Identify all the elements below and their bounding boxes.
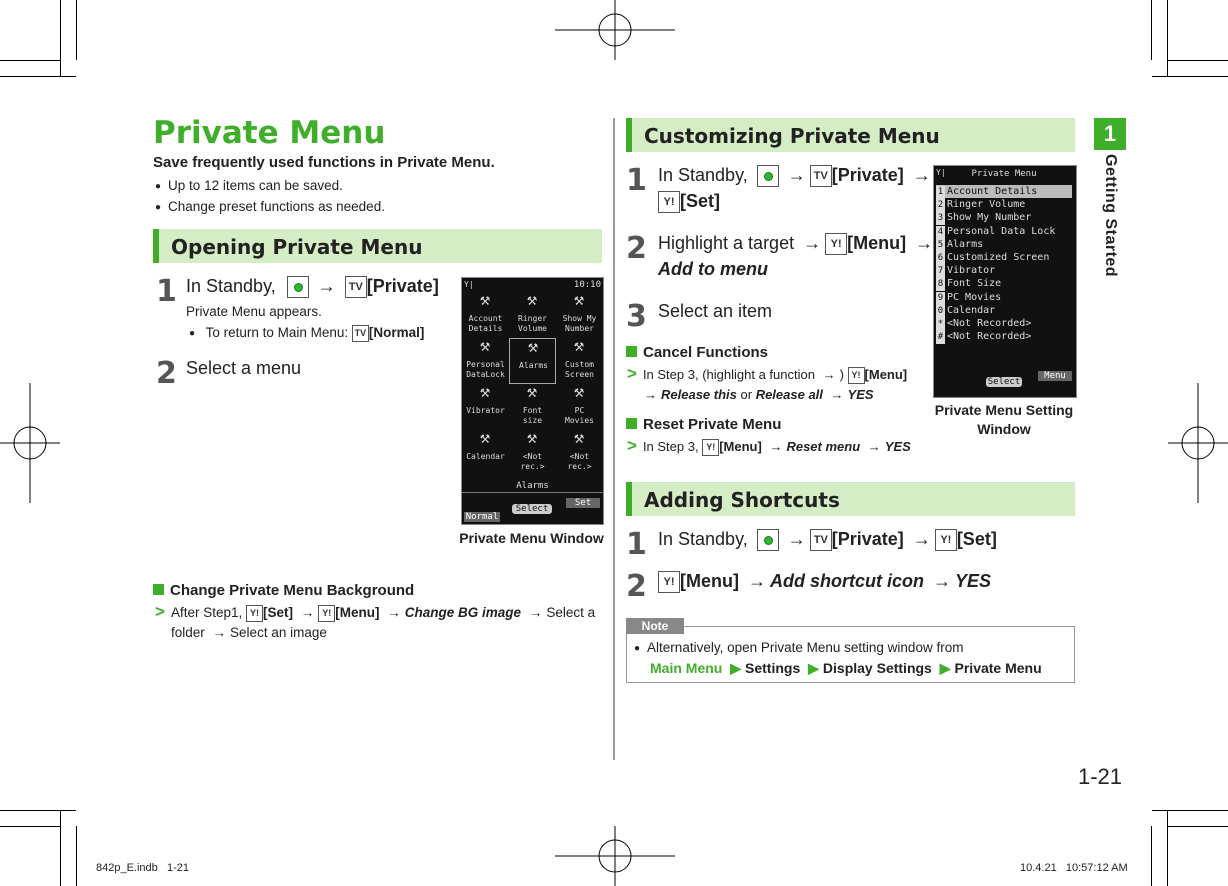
tile-label: DataLock: [466, 370, 505, 379]
page-title: Private Menu: [153, 115, 386, 151]
subsection-heading: [626, 344, 768, 361]
registration-mark-bottom: [555, 826, 675, 886]
subsection-heading-text: Cancel Functions: [643, 344, 769, 361]
step-text: Select a menu: [186, 358, 302, 378]
step-bullet: [189, 325, 424, 342]
section-heading: Adding Shortcuts: [644, 488, 840, 512]
step-number: 1: [156, 274, 177, 309]
antenna-icon: Y|: [936, 168, 946, 177]
antenna-icon: Y|: [464, 280, 474, 289]
status-label: Alarms: [516, 481, 549, 491]
center-key-icon: [287, 276, 309, 298]
arrow-icon: →: [912, 165, 931, 185]
item-label: Alarms: [947, 238, 984, 250]
tile-label: rec.>: [520, 462, 545, 471]
tile-label: Number: [565, 324, 594, 333]
note-label: Note: [626, 618, 684, 634]
subsection-heading: [153, 582, 414, 599]
menu-list-item: [936, 198, 1072, 211]
crop-mark: [0, 60, 60, 61]
tv-key-icon: TV: [810, 529, 832, 551]
step-1-text: [186, 276, 439, 298]
path-item: Display Settings: [822, 660, 932, 676]
menu-list-item: [936, 238, 1072, 251]
yes-text: YES: [955, 571, 992, 591]
crop-mark: [1151, 0, 1152, 60]
action-text: Reset menu: [786, 439, 861, 454]
step-text: Select an item: [658, 301, 773, 321]
menu-list-item: [936, 317, 1072, 330]
step-number: 2: [626, 569, 647, 604]
section-header-customizing: [626, 118, 1075, 152]
crop-mark: [1168, 60, 1228, 61]
item-label: Font Size: [947, 278, 1002, 290]
step-text: Highlight a target: [658, 233, 795, 253]
item-label: Personal Data Lock: [947, 225, 1056, 237]
normal-key-label: [Normal]: [368, 325, 425, 341]
wrench-icon: ⚒: [573, 386, 585, 400]
step-text: In Standby,: [186, 276, 276, 296]
wrench-icon: ⚒: [479, 386, 491, 400]
yahoo-key-icon: Y!: [825, 233, 847, 255]
crop-mark: [1167, 0, 1168, 76]
arrow-icon: →: [787, 165, 806, 185]
menu-key-label: [Menu]: [680, 571, 739, 591]
text: After Step1,: [170, 605, 243, 620]
yahoo-key-icon: Y!: [848, 367, 865, 384]
subsection-heading: [626, 416, 781, 433]
option-text: Release all: [755, 387, 823, 402]
chevron-right-icon: >: [155, 602, 165, 621]
screen-title: Private Menu: [971, 169, 1037, 179]
item-number: 2: [937, 200, 944, 211]
tile-label: Alarms: [519, 361, 548, 370]
chapter-label: Getting Started: [1102, 154, 1119, 278]
step-2-action: Add to menu: [658, 259, 768, 279]
menu-list-item: [936, 251, 1072, 264]
arrow-icon: →: [867, 439, 881, 454]
cancel-line-1: > In Step 3, (highlight a function → ) Y! [Menu]: [627, 364, 908, 383]
crop-mark: [1168, 826, 1228, 827]
menu-tile: [462, 338, 509, 384]
wrench-icon: ⚒: [527, 341, 539, 355]
item-label: Calendar: [947, 304, 996, 316]
step-1-text-line-2: [658, 191, 720, 213]
arrow-icon: →: [317, 276, 336, 296]
private-key-label: [Private]: [366, 276, 439, 296]
yes-text: YES: [884, 439, 911, 454]
menu-tile: [509, 384, 556, 430]
menu-tile: [556, 338, 603, 384]
subsection-heading-text: Change Private Menu Background: [170, 582, 415, 599]
figure-caption: Window: [977, 421, 1031, 437]
tile-label: rec.>: [567, 462, 592, 471]
column-divider: [613, 118, 615, 760]
intro-bullet: ● Change preset functions as needed.: [155, 199, 385, 214]
crop-mark: [0, 826, 60, 827]
path-item: Settings: [745, 660, 801, 676]
item-number: 8: [937, 279, 944, 290]
registration-mark-top: [555, 0, 675, 60]
figure-caption: Private Menu Window: [459, 530, 604, 546]
path-arrow-icon: ▶: [939, 660, 951, 676]
tile-label: Vibrator: [466, 406, 505, 415]
footer-file: 842p_E.indb 1-21: [96, 862, 189, 874]
wrench-icon: ⚒: [479, 432, 491, 446]
step-number: 1: [626, 527, 647, 562]
step-subtext: Private Menu appears.: [186, 304, 322, 319]
menu-key-label: [Menu]: [847, 233, 907, 253]
arrow-icon: →: [644, 387, 657, 402]
chapter-number: 1: [1094, 118, 1126, 150]
tile-label: Details: [468, 324, 503, 333]
tv-key-icon: TV: [352, 325, 369, 342]
note-line-1: ● Alternatively, open Private Menu setting window from: [634, 640, 963, 655]
yahoo-key-icon: Y!: [658, 191, 680, 213]
set-key-label: [Set]: [680, 191, 720, 211]
text: In Step 3, (highlight a function: [642, 367, 815, 382]
item-number: #: [937, 332, 944, 343]
crop-mark: [1152, 810, 1228, 811]
path-item: Private Menu: [954, 660, 1042, 676]
tile-label: Screen: [565, 370, 594, 379]
menu-tile: [509, 338, 556, 384]
crop-mark: [1152, 76, 1228, 77]
tile-label: Show My: [562, 314, 597, 323]
yahoo-key-icon: Y!: [658, 571, 680, 593]
crop-mark: [76, 0, 77, 60]
item-number: 6: [937, 253, 944, 263]
section-heading: Customizing Private Menu: [644, 124, 940, 148]
menu-key-label: [Menu]: [335, 605, 380, 620]
text: In Step 3,: [642, 439, 699, 454]
menu-list-item: [936, 211, 1072, 224]
item-number: 4: [937, 226, 944, 237]
tile-label: Personal: [466, 360, 505, 369]
text: Select a: [546, 605, 596, 620]
softkey-set: Set: [566, 498, 600, 508]
change-bg-line-1: [155, 601, 595, 623]
action-text: Change BG image: [404, 605, 522, 620]
intro-bullet: ● Up to 12 items can be saved.: [155, 178, 343, 193]
private-menu-setting-screenshot: [933, 165, 1077, 398]
arrow-icon: →: [803, 233, 822, 253]
arrow-icon: →: [300, 605, 315, 620]
menu-tile: [462, 384, 509, 430]
softkey-menu: Menu: [1038, 371, 1072, 381]
item-number: 5: [937, 239, 944, 250]
arrow-icon: →: [387, 605, 401, 620]
menu-list-item: [936, 264, 1072, 277]
subsection-heading-text: Reset Private Menu: [643, 416, 782, 433]
step-number: 2: [626, 231, 647, 266]
item-label: <Not Recorded>: [947, 318, 1032, 329]
private-menu-window-screenshot: [461, 277, 604, 525]
chevron-right-icon: >: [627, 364, 637, 383]
arrow-icon: →: [912, 529, 931, 549]
cancel-line-2: [644, 384, 874, 405]
option-text: Release this: [661, 387, 737, 402]
item-label: Account Details: [947, 186, 1038, 197]
item-label: PC Movies: [947, 291, 1002, 303]
crop-mark: [1167, 810, 1168, 886]
shortcut-step-2: [658, 571, 991, 593]
item-number: 9: [937, 292, 944, 303]
step-text: In Standby,: [658, 165, 748, 185]
tile-label: Volume: [518, 324, 547, 333]
arrow-icon: →: [748, 571, 766, 591]
menu-list: [934, 185, 1076, 345]
tile-label: PC: [574, 406, 585, 415]
wrench-icon: ⚒: [479, 340, 491, 354]
menu-key-label: [Menu]: [719, 439, 762, 454]
tile-label: <Not: [522, 452, 543, 461]
tv-key-icon: TV: [810, 165, 832, 187]
item-number: *: [937, 319, 944, 329]
arrow-icon: →: [915, 233, 934, 253]
tile-label: Account: [468, 314, 503, 323]
crop-mark: [60, 0, 61, 76]
page-number: 1-21: [1078, 764, 1123, 789]
center-key-icon: [757, 529, 779, 551]
bullet-text: To return to Main Menu:: [205, 325, 349, 341]
registration-mark-right: [1168, 383, 1228, 503]
wrench-icon: ⚒: [573, 294, 585, 308]
tile-label: size: [522, 416, 543, 425]
tv-key-icon: TV: [345, 276, 367, 298]
text: or: [740, 387, 753, 402]
clock-text: 10:10: [573, 280, 601, 290]
item-number: 7: [937, 266, 944, 277]
change-bg-line-2: [171, 622, 327, 643]
yahoo-key-icon: Y!: [318, 605, 335, 622]
item-number: 0: [937, 305, 944, 316]
tile-label: Calendar: [466, 452, 505, 461]
crop-mark: [0, 810, 76, 811]
wrench-icon: ⚒: [526, 432, 538, 446]
arrow-icon: →: [933, 571, 952, 591]
arrow-icon: →: [769, 439, 783, 454]
item-label: Customized Screen: [947, 252, 1050, 263]
footer-timestamp: 10.4.21 10:57:12 AM: [1020, 862, 1128, 874]
item-number: 3: [937, 213, 944, 224]
tile-label: <Not: [569, 452, 590, 461]
yahoo-key-icon: Y!: [702, 439, 719, 456]
registration-mark-left: [0, 383, 60, 503]
yes-text: YES: [847, 387, 874, 402]
crop-mark: [60, 810, 61, 886]
menu-tile: [509, 292, 556, 338]
private-key-label: [Private]: [831, 529, 904, 549]
wrench-icon: ⚒: [526, 294, 538, 308]
crop-mark: [0, 76, 76, 77]
menu-list-item: [936, 330, 1072, 343]
section-heading: Opening Private Menu: [171, 235, 423, 259]
section-header-opening: [153, 229, 602, 263]
text: folder: [171, 625, 205, 640]
wrench-icon: ⚒: [573, 340, 585, 354]
step-number: 3: [626, 299, 647, 334]
softkey-normal: Normal: [465, 512, 499, 522]
tile-label: Custom: [565, 360, 594, 369]
item-label: Vibrator: [947, 265, 996, 277]
step-2-text: [658, 233, 937, 255]
item-label: Show My Number: [947, 212, 1032, 224]
menu-tile: [556, 384, 603, 430]
item-label: <Not Recorded>: [947, 331, 1032, 343]
menu-path: [650, 660, 1042, 677]
page-subtitle: Save frequently used functions in Private Menu.: [153, 154, 495, 171]
menu-list-item: [936, 185, 1072, 198]
crop-mark: [76, 826, 77, 886]
path-main-menu: Main Menu: [650, 660, 723, 676]
figure-caption: Private Menu Setting: [934, 402, 1074, 418]
arrow-icon: →: [822, 367, 836, 382]
step-text: In Standby,: [658, 529, 748, 549]
set-key-label: [Set]: [956, 529, 997, 549]
path-arrow-icon: ▶: [808, 660, 819, 676]
menu-tile: [556, 292, 603, 338]
wrench-icon: ⚒: [573, 432, 585, 446]
icon-grid: [462, 292, 603, 480]
path-arrow-icon: ▶: [730, 660, 742, 676]
menu-list-item: [936, 225, 1072, 238]
menu-list-item: [936, 304, 1072, 317]
menu-tile: [509, 430, 556, 476]
reset-line: [627, 435, 911, 457]
chevron-right-icon: >: [627, 436, 637, 455]
menu-list-item: [936, 291, 1072, 304]
text: Select an image: [230, 625, 327, 640]
menu-tile: [556, 430, 603, 476]
section-header-shortcuts: [626, 482, 1075, 516]
crop-mark: [1151, 826, 1152, 886]
action-text: Add shortcut icon: [770, 571, 924, 591]
item-label: Ringer Volume: [947, 199, 1026, 211]
wrench-icon: ⚒: [479, 294, 491, 308]
arrow-icon: →: [787, 529, 806, 549]
arrow-icon: →: [830, 387, 844, 402]
arrow-icon: →: [528, 605, 543, 620]
yahoo-key-icon: Y!: [935, 529, 957, 551]
item-number: 1: [937, 187, 944, 197]
menu-tile: [462, 292, 509, 338]
menu-key-label: [Menu]: [864, 367, 908, 382]
center-key-icon: [757, 165, 779, 187]
step-number: 1: [626, 163, 647, 198]
softkey-select: Select: [987, 377, 1021, 387]
step-number: 2: [156, 356, 177, 391]
softkey-select: Select: [512, 504, 552, 514]
tile-label: Movies: [565, 416, 594, 425]
tile-label: Ringer: [518, 314, 547, 323]
step-1-text: [658, 165, 935, 187]
wrench-icon: ⚒: [526, 386, 538, 400]
menu-list-item: [936, 277, 1072, 290]
set-key-label: [Set]: [263, 605, 293, 620]
tile-label: Font: [522, 406, 543, 415]
shortcut-step-1: [658, 529, 997, 551]
menu-tile: [462, 430, 509, 476]
arrow-icon: →: [212, 625, 227, 640]
divider: [462, 492, 603, 493]
yahoo-key-icon: Y!: [246, 605, 263, 622]
private-key-label: [Private]: [831, 165, 904, 185]
